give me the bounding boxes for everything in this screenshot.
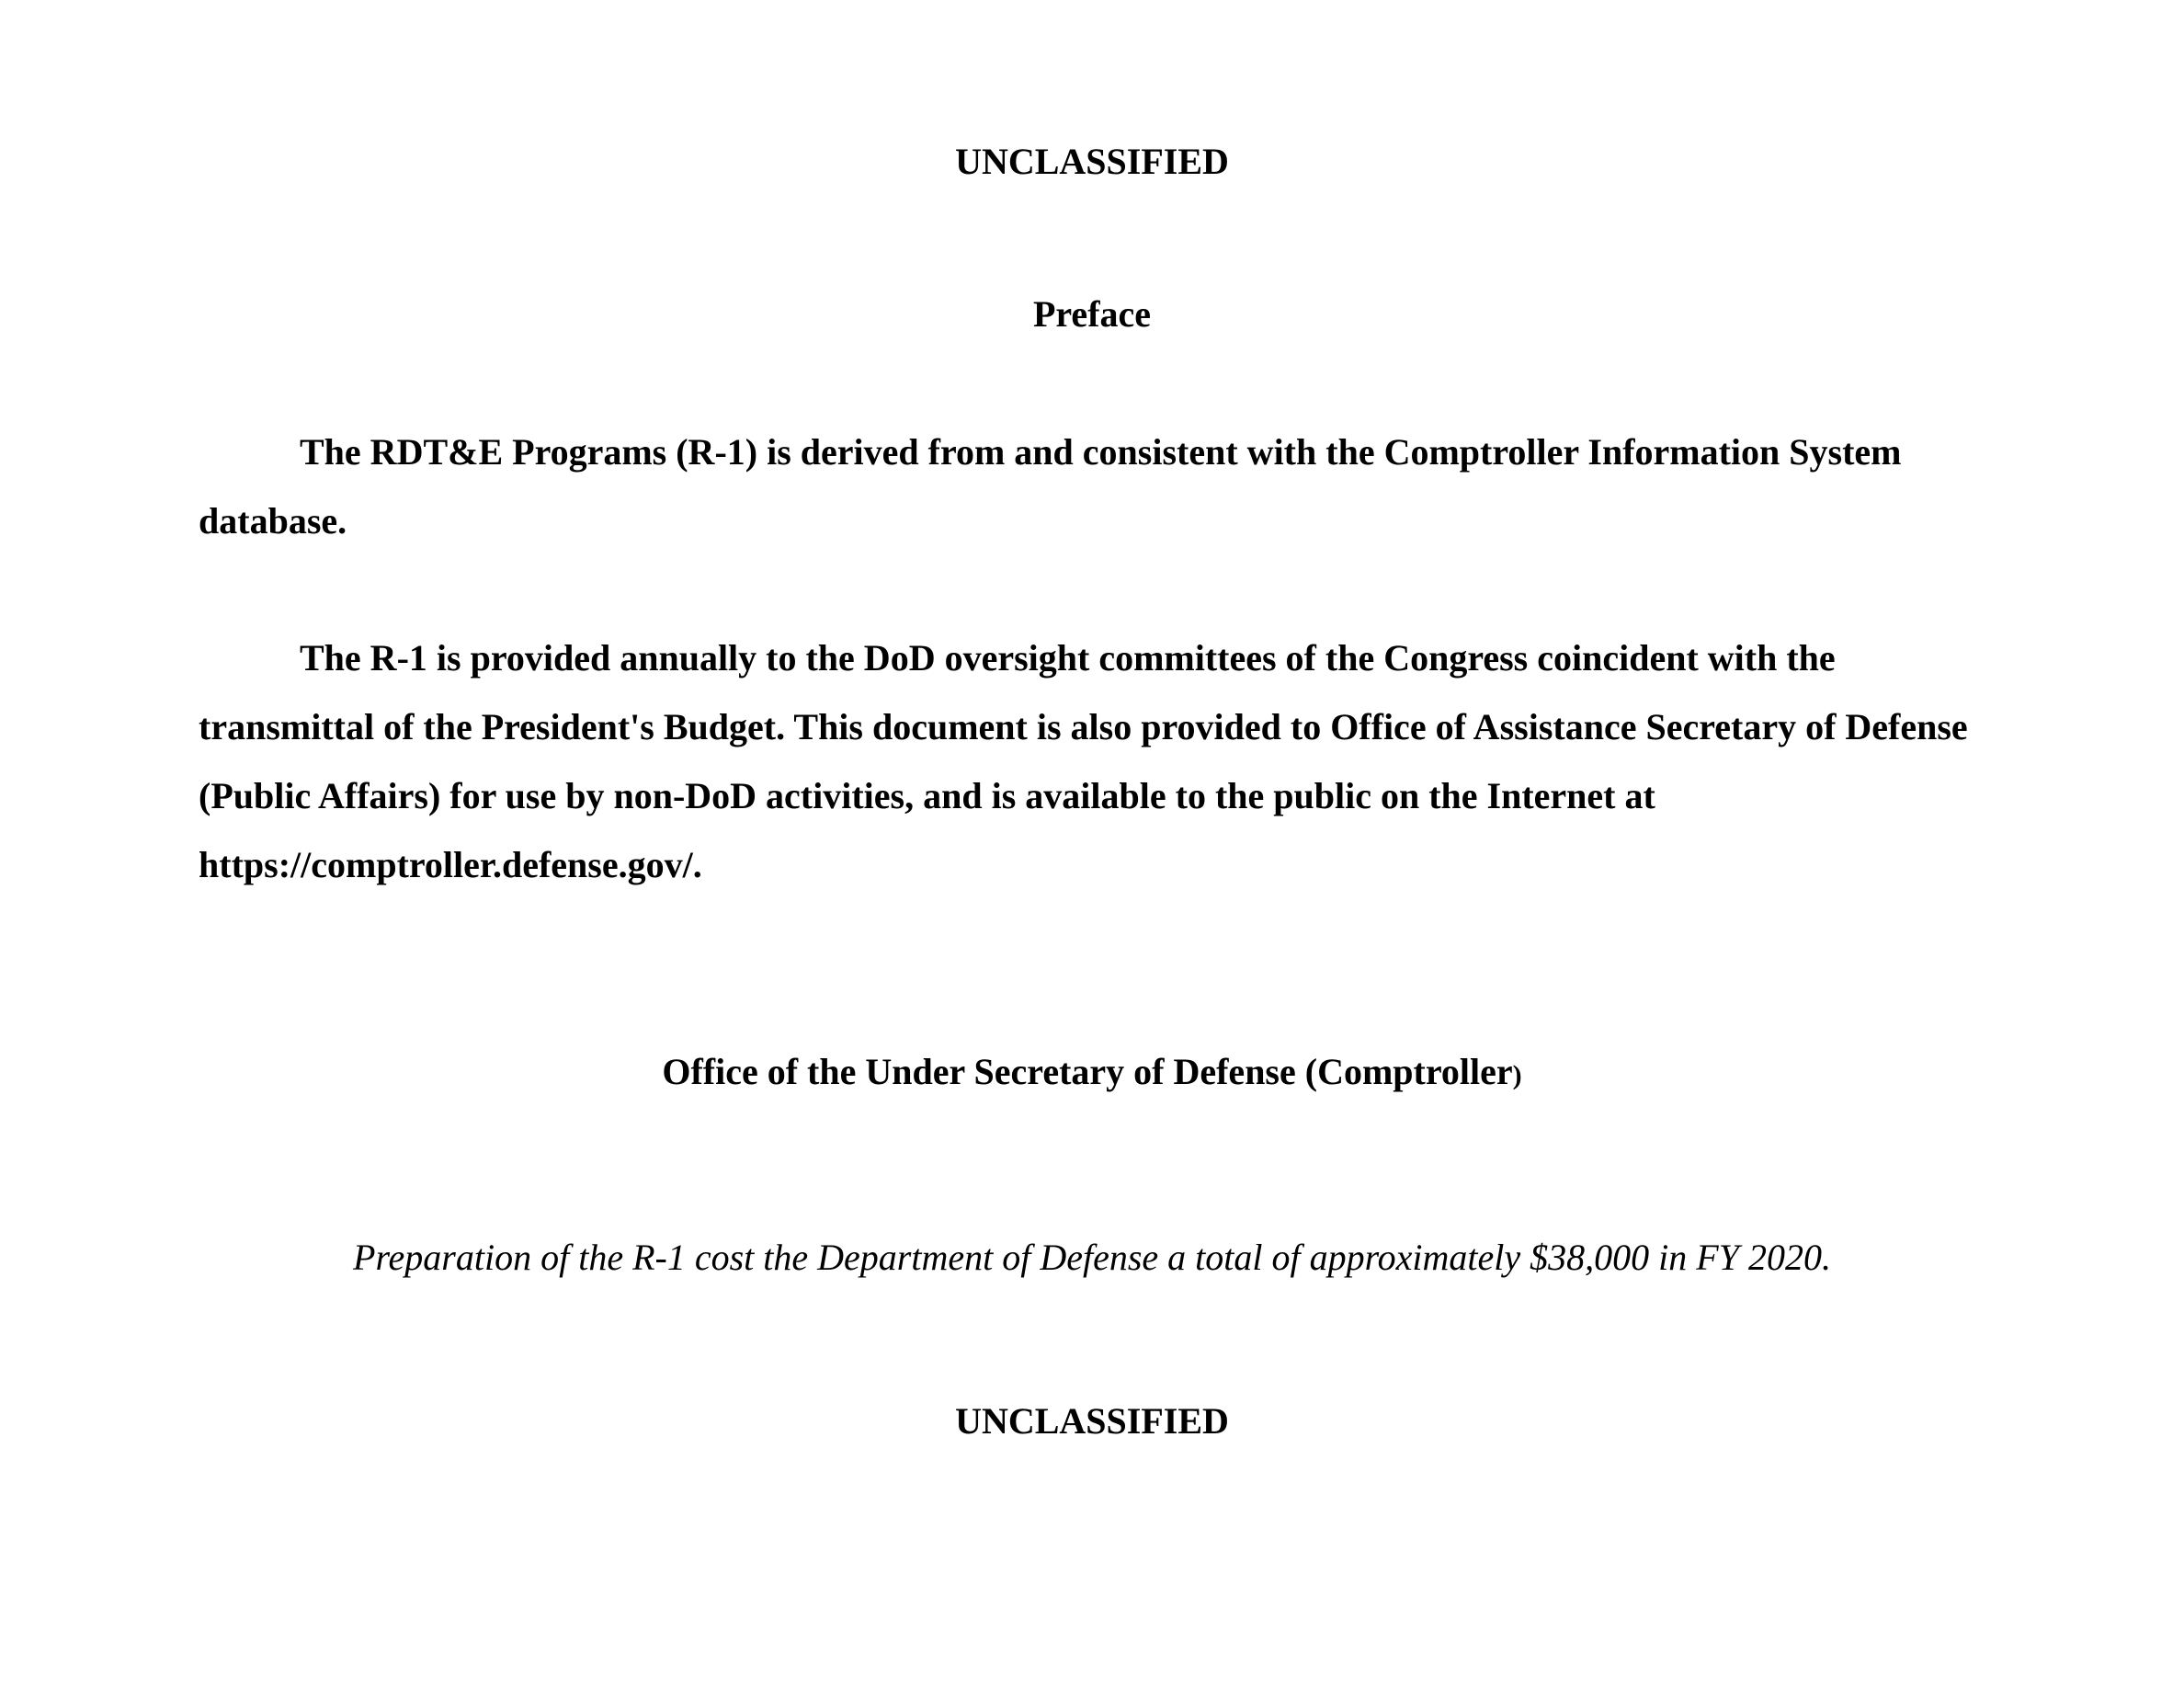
classification-footer: UNCLASSIFIED	[955, 1400, 1229, 1442]
office-name	[0, 1050, 2184, 1098]
preface-paragraph-2: The R-1 is provided annually to the DoD oversight committees of the Congress coincident with the transmittal of the President's Budget. This document is also provided to Office of Assistance Secretary of Defense (Public Affairs) for use by non-DoD activities, and is available to the public on the Internet at https://comptroller.defense.gov/.	[199, 637, 1968, 885]
page-title: Preface	[1032, 293, 1152, 335]
cost-note: Preparation of the R-1 cost the Department of Defense a total of approximately $38,000 in FY 2020.	[353, 1237, 1831, 1278]
office-name-closing: )	[1512, 1060, 1522, 1090]
office-name-text: Office of the Under Secretary of Defense (Comptroller	[662, 1051, 1513, 1092]
classification-header: UNCLASSIFIED	[955, 141, 1229, 182]
preface-paragraph-1: The RDT&E Programs (R-1) is derived from and consistent with the Comptroller Information System database.	[199, 431, 1902, 542]
